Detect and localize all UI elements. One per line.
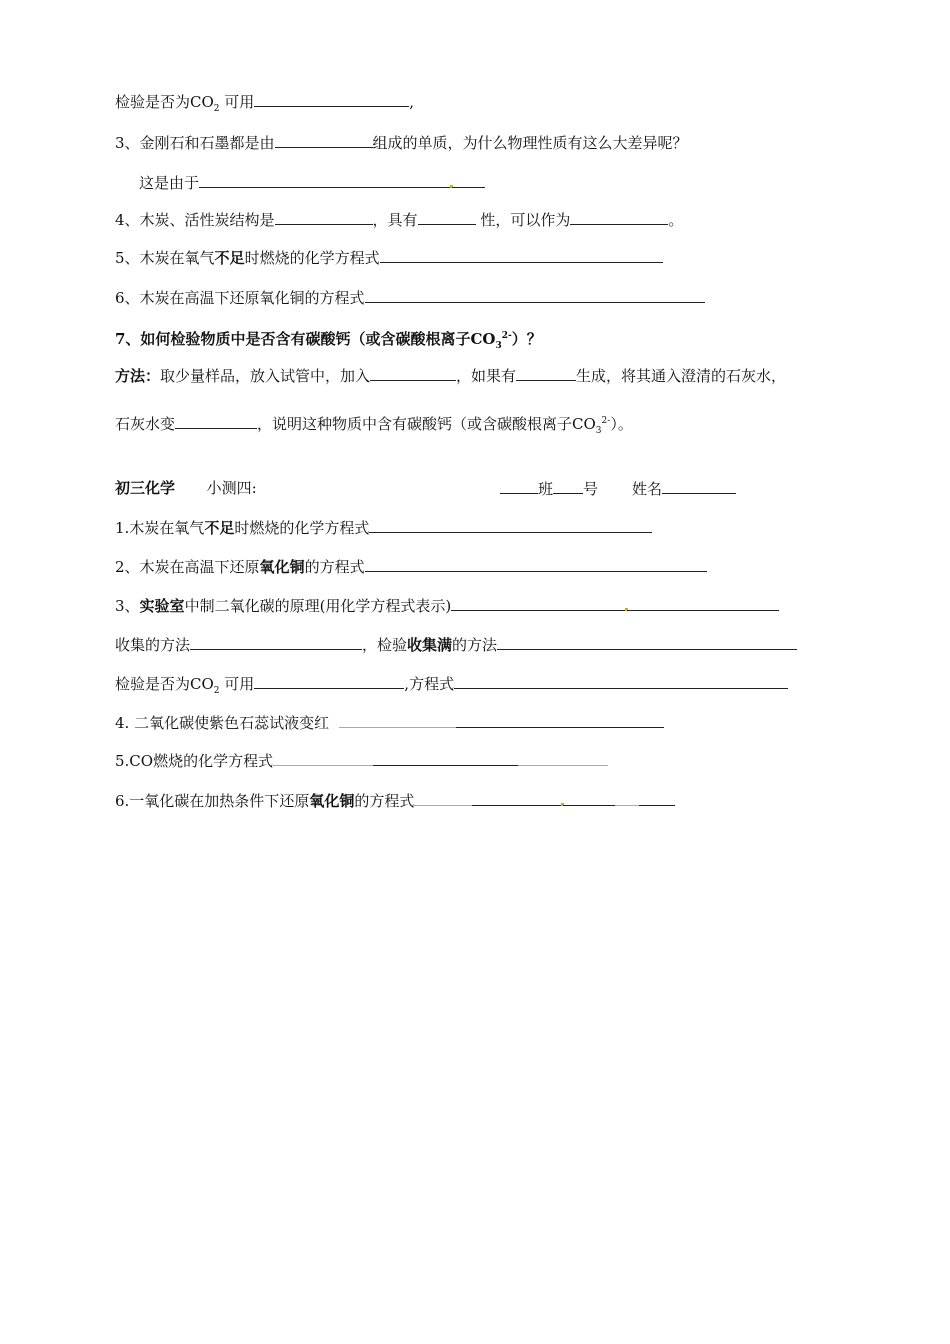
co2-check-blank[interactable] xyxy=(254,90,409,107)
class-blank[interactable] xyxy=(500,477,538,494)
q5-blank[interactable] xyxy=(380,246,663,263)
quiz-q4-blank-b[interactable] xyxy=(456,711,664,728)
quiz-q6-blank-d[interactable] xyxy=(615,789,639,806)
method-label: 方法： xyxy=(115,367,161,385)
method-p3: 生成，将其通入澄清的石灰水， xyxy=(576,367,787,385)
method-blank-change[interactable] xyxy=(175,412,257,429)
q3-reason-blank-b[interactable] xyxy=(452,171,485,188)
question-5 xyxy=(115,246,663,268)
quiz-q3-blank-b[interactable] xyxy=(627,594,779,611)
method-p2: ，如果有 xyxy=(456,367,517,385)
quiz-q5-blank-c[interactable] xyxy=(518,749,608,766)
quiz-q6-blank-b[interactable] xyxy=(472,789,562,806)
quiz-q3-bold: 实验室 xyxy=(139,597,185,615)
collect-mid: ，检验 xyxy=(362,636,408,654)
q3-reason-text: 这是由于 xyxy=(139,174,200,192)
collect-suffix: 的方法 xyxy=(452,636,498,654)
quiz-co2-equation-blank[interactable] xyxy=(454,672,788,689)
number-label: 号 xyxy=(583,480,599,498)
quiz-header xyxy=(115,477,755,499)
q3-reason xyxy=(139,171,485,193)
method-blank-reagent[interactable] xyxy=(370,364,456,381)
q4-end: 。 xyxy=(668,211,684,229)
co2-check-end: , xyxy=(409,93,415,111)
quiz-q4-blank-a[interactable] xyxy=(339,711,456,728)
name-blank[interactable] xyxy=(662,477,736,494)
question-7 xyxy=(115,325,542,351)
q7-sub: 3 xyxy=(495,341,502,351)
quiz-question-1 xyxy=(115,516,652,538)
quiz-q5-blank-b[interactable] xyxy=(373,749,518,766)
quiz-question-6 xyxy=(115,789,675,811)
q4-blank-property[interactable] xyxy=(418,208,476,225)
q4-blank-structure[interactable] xyxy=(275,208,373,225)
quiz-question-5 xyxy=(115,749,608,771)
co2-check-tail: 可用 xyxy=(219,93,255,111)
q3-prefix: 3、金刚石和石墨都是由 xyxy=(115,134,275,152)
q7-text: 7、如何检验物质中是否含有碳酸钙（或含碳酸根离子CO xyxy=(115,330,496,348)
q5-suffix: 时燃烧的化学方程式 xyxy=(244,249,380,267)
quiz-subtitle: 小测四: xyxy=(206,479,257,497)
quiz-question-2 xyxy=(115,555,707,577)
quiz-title: 初三化学 xyxy=(115,479,176,497)
quiz-q6-blank-a[interactable] xyxy=(414,789,472,806)
q6-blank[interactable] xyxy=(365,286,705,303)
name-label: 姓名 xyxy=(632,480,663,498)
q7-end: ）？ xyxy=(511,330,542,348)
quiz-q5-text: 5.CO燃烧的化学方程式 xyxy=(115,752,274,770)
q4-blank-use[interactable] xyxy=(570,208,668,225)
co2-check-line xyxy=(115,90,414,112)
quiz-q1-prefix: 1.木炭在氧气 xyxy=(115,519,205,537)
collect-bold: 收集满 xyxy=(407,636,453,654)
q3-reason-blank-a[interactable] xyxy=(199,171,451,188)
quiz-q1-blank[interactable] xyxy=(369,516,652,533)
class-label: 班 xyxy=(538,480,554,498)
q5-prefix: 5、木炭在氧气 xyxy=(115,249,215,267)
quiz-q1-suffix: 时燃烧的化学方程式 xyxy=(234,519,370,537)
method-p1: 取少量样品，放入试管中，加入 xyxy=(160,367,371,385)
quiz-id-fields xyxy=(500,477,736,500)
quiz-q2-prefix: 2、木炭在高温下还原 xyxy=(115,558,260,576)
co2-subscript: 2 xyxy=(213,104,220,114)
quiz-q3-blank-a[interactable] xyxy=(451,594,626,611)
q3-suffix: 组成的单质，为什么物理性质有这么大差异呢？ xyxy=(372,134,688,152)
method-sup: 2- xyxy=(601,416,611,426)
q3-blank[interactable] xyxy=(275,131,373,148)
quiz-question-3 xyxy=(115,594,779,616)
q4-mid1: ，具有 xyxy=(372,211,418,229)
method-blank-product[interactable] xyxy=(516,364,576,381)
number-blank[interactable] xyxy=(553,477,583,494)
quiz-q2-bold: 氧化铜 xyxy=(259,558,305,576)
method-line-1 xyxy=(115,364,786,386)
quiz-q6-bold: 氧化铜 xyxy=(309,792,355,810)
method-p6: ）。 xyxy=(610,415,633,433)
quiz-q3-prefix: 3、 xyxy=(115,597,140,615)
collect-method-blank[interactable] xyxy=(190,633,362,650)
method-p4: 石灰水变 xyxy=(115,415,176,433)
method-sub: 3 xyxy=(595,426,602,436)
quiz-q6-prefix: 6.一氧化碳在加热条件下还原 xyxy=(115,792,310,810)
quiz-collect-line xyxy=(115,633,797,655)
method-line-2 xyxy=(115,410,633,436)
quiz-co2-tail: 可用 xyxy=(219,675,255,693)
quiz-q1-bold: 不足 xyxy=(204,519,235,537)
quiz-question-4 xyxy=(115,711,664,733)
quiz-q6-blank-c[interactable] xyxy=(563,789,615,806)
q5-bold: 不足 xyxy=(214,249,245,267)
q4-mid2: 性，可以作为 xyxy=(475,211,571,229)
q6-text: 6、木炭在高温下还原氧化铜的方程式 xyxy=(115,289,365,307)
q4-prefix: 4、木炭、活性炭结构是 xyxy=(115,211,275,229)
co2-check-text: 检验是否为CO xyxy=(115,93,214,111)
quiz-q4-text: 4. 二氧化碳使紫色石蕊试液变红 xyxy=(115,714,330,732)
quiz-q6-suffix: 的方程式 xyxy=(354,792,415,810)
collect-full-blank[interactable] xyxy=(497,633,797,650)
quiz-q2-suffix: 的方程式 xyxy=(304,558,365,576)
quiz-q2-blank[interactable] xyxy=(365,555,707,572)
question-6 xyxy=(115,286,705,308)
method-p5: ，说明这种物质中含有碳酸钙（或含碳酸根离子CO xyxy=(257,415,596,433)
quiz-q5-blank-a[interactable] xyxy=(273,749,373,766)
quiz-co2-mid: ,方程式 xyxy=(404,675,455,693)
quiz-co2-check-line xyxy=(115,672,788,694)
question-3 xyxy=(115,131,688,153)
quiz-co2-sub: 2 xyxy=(213,686,220,696)
quiz-q3-suffix: 中制二氧化碳的原理(用化学方程式表示) xyxy=(184,597,452,615)
question-4 xyxy=(115,208,683,230)
q7-sup: 2- xyxy=(501,331,512,341)
quiz-q6-blank-e[interactable] xyxy=(639,789,675,806)
quiz-co2-blank[interactable] xyxy=(254,672,404,689)
collect-prefix: 收集的方法 xyxy=(115,636,191,654)
quiz-co2-text: 检验是否为CO xyxy=(115,675,214,693)
